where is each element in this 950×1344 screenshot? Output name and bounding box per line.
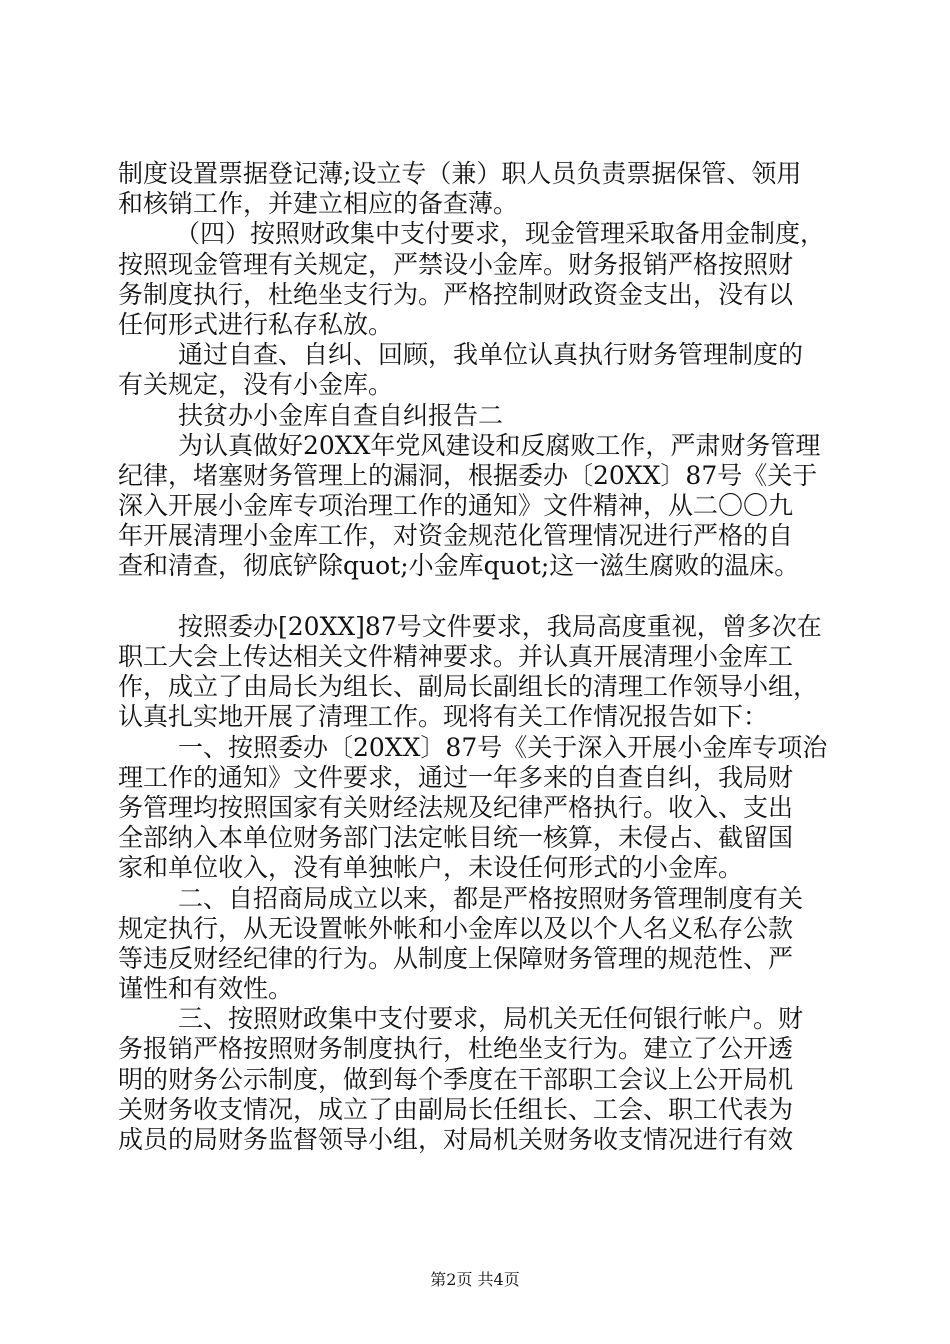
text-line: 和核销工作，并建立相应的备查薄。: [118, 189, 519, 218]
text-line: 理工作的通知》文件要求，通过一年多来的自查自纠，我局财: [118, 763, 794, 792]
text-line: 务报销严格按照财务制度执行，杜绝坐支行为。建立了公开透: [118, 1034, 794, 1063]
paragraph-start-line: 为认真做好20XX年党风建设和反腐败工作，严肃财务管理: [178, 431, 821, 460]
text-line: 认真扎实地开展了清理工作。现将有关工作情况报告如下：: [118, 702, 769, 731]
text-line: 全部纳入本单位财务部门法定帐目统一核算，未侵占、截留国: [118, 823, 794, 852]
text-line: 任何形式进行私存私放。: [118, 310, 394, 339]
text-line: 职工大会上传达相关文件精神要求。并认真开展清理小金库工: [118, 642, 794, 671]
text-line: 纪律，堵塞财务管理上的漏洞，根据委办〔20XX〕87号《关于: [118, 461, 818, 490]
paragraph-start-line: （四）按照财政集中支付要求，现金管理采取备用金制度，: [175, 219, 826, 248]
paragraph-start-line: 三、按照财政集中支付要求，局机关无任何银行帐户。财: [178, 1004, 804, 1033]
page-number-footer: 第2页 共4页: [430, 1270, 520, 1289]
text-line: 深入开展小金库专项治理工作的通知》文件精神，从二〇〇九: [118, 491, 794, 520]
text-line: 按照现金管理有关规定，严禁设小金库。财务报销严格按照财: [118, 250, 794, 279]
text-line: 查和清查，彻底铲除quot;小金库quot;这一滋生腐败的温床。: [118, 551, 800, 580]
text-line: 制度设置票据登记薄;设立专（兼）职人员负责票据保管、领用: [118, 159, 802, 188]
text-line: 作，成立了由局长为组长、副局长副组长的清理工作领导小组，: [118, 672, 819, 701]
text-line: 务管理均按照国家有关财经法规及纪律严格执行。收入、支出: [118, 793, 794, 822]
text-line: 家和单位收入，没有单独帐户，未设任何形式的小金库。: [118, 853, 744, 882]
paragraph-start-line: 按照委办[20XX]87号文件要求，我局高度重视，曾多次在: [178, 612, 822, 641]
text-line: 有关规定，没有小金库。: [118, 370, 394, 399]
text-line: 明的财务公示制度，做到每个季度在干部职工会议上公开局机: [118, 1065, 794, 1094]
text-line: 成员的局财务监督领导小组，对局机关财务收支情况进行有效: [118, 1125, 794, 1154]
text-line: 关财务收支情况，成立了由副局长任组长、工会、职工代表为: [118, 1095, 794, 1124]
paragraph-start-line: 通过自查、自纠、回顾，我单位认真执行财务管理制度的: [178, 340, 804, 369]
text-line: 务制度执行，杜绝坐支行为。严格控制财政资金支出，没有以: [118, 280, 794, 309]
text-line: 等违反财经纪律的行为。从制度上保障财务管理的规范性、严: [118, 944, 794, 973]
report-subtitle: 扶贫办小金库自查自纠报告二: [178, 401, 504, 430]
paragraph-start-line: 一、按照委办〔20XX〕87号《关于深入开展小金库专项治: [178, 733, 828, 762]
text-line: 谨性和有效性。: [118, 974, 294, 1003]
text-line: 规定执行，从无设置帐外帐和小金库以及以个人名义私存公款: [118, 914, 794, 943]
text-line: 年开展清理小金库工作，对资金规范化管理情况进行严格的自: [118, 521, 794, 550]
paragraph-start-line: 二、自招商局成立以来，都是严格按照财务管理制度有关: [178, 884, 804, 913]
